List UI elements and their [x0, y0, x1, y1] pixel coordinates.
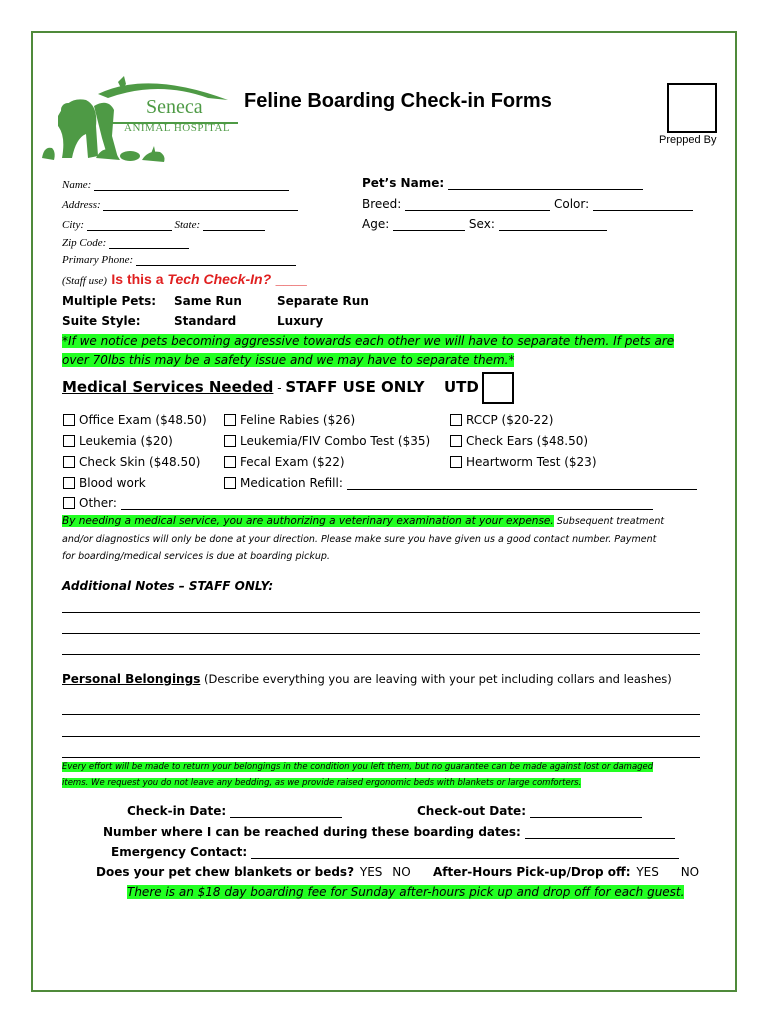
- service-heartworm[interactable]: Heartworm Test ($23): [450, 455, 597, 469]
- afterhours-no-option[interactable]: NO: [680, 865, 700, 879]
- suite-style-label: Suite Style:: [62, 314, 141, 328]
- pet-age-label: Age:: [362, 217, 390, 231]
- consent-line-2: and/or diagnostics will only be done at your direction. Please make sure you have given us a good contact number. Payment: [62, 534, 657, 545]
- emergency-contact-label: Emergency Contact:: [111, 845, 248, 859]
- page-title: Feline Boarding Check-in Forms: [244, 90, 552, 112]
- staff-use-label: (Staff use): [62, 275, 107, 287]
- consent-line-3: for boarding/medical services is due at boarding pickup.: [62, 551, 330, 562]
- fee-notice: There is an $18 day boarding fee for Sunday after-hours pick up and drop off for each guest.: [127, 885, 685, 899]
- utd-checkbox[interactable]: [482, 372, 514, 404]
- medical-heading-title: Medical Services Needed: [62, 378, 274, 396]
- contact-number-label: Number where I can be reached during these boarding dates:: [103, 825, 521, 839]
- checkbox[interactable]: [63, 435, 75, 447]
- service-feline-rabies[interactable]: Feline Rabies ($26): [224, 413, 355, 427]
- belongings-line[interactable]: [62, 736, 700, 737]
- belongings-heading: Personal Belongings (Describe everything you are leaving with your pet including collars and leashes): [62, 672, 672, 686]
- medical-heading: Medical Services Needed - STAFF USE ONLY: [62, 378, 425, 396]
- tech-checkin-field[interactable]: [62, 271, 307, 289]
- belongings-notice-line-1: Every effort will be made to return your belongings in the condition you left them, but no guarantee can be made against lost or damaged: [62, 762, 654, 772]
- checkin-date-field[interactable]: [127, 804, 342, 818]
- owner-name-field[interactable]: [62, 178, 289, 191]
- owner-name-label: Name:: [62, 179, 92, 191]
- afterhours-yes-option[interactable]: YES: [636, 865, 659, 879]
- emergency-contact-field[interactable]: [111, 845, 679, 859]
- pet-age-field[interactable]: [362, 217, 607, 231]
- pet-breed-field[interactable]: [362, 197, 693, 211]
- owner-state-label: State:: [174, 219, 201, 231]
- pet-color-label: Color:: [553, 197, 590, 211]
- checkbox[interactable]: [450, 435, 462, 447]
- owner-address-field[interactable]: [62, 198, 298, 211]
- checkbox[interactable]: [63, 414, 75, 426]
- owner-city-label: City:: [62, 219, 84, 231]
- service-fecal-exam[interactable]: Fecal Exam ($22): [224, 455, 345, 469]
- owner-phone-label: Primary Phone:: [62, 254, 134, 266]
- same-run-option[interactable]: Same Run: [174, 294, 242, 308]
- chew-no-option[interactable]: NO: [392, 865, 411, 879]
- pet-name-label: Pet’s Name:: [362, 176, 445, 190]
- standard-option[interactable]: Standard: [174, 314, 237, 328]
- checkout-date-field[interactable]: [417, 804, 642, 818]
- chew-yes-option[interactable]: YES: [359, 865, 383, 879]
- service-medication-refill[interactable]: Medication Refill:: [224, 476, 697, 490]
- pet-sex-label: Sex:: [468, 217, 495, 231]
- luxury-option[interactable]: Luxury: [277, 314, 324, 328]
- belongings-notice-line-2: items. We request you do not leave any bedding, as we provide raised ergonomic beds with blankets or large comforters.: [62, 778, 582, 788]
- checkout-date-label: Check-out Date:: [417, 804, 526, 818]
- service-leukemia[interactable]: Leukemia ($20): [63, 434, 173, 448]
- chew-question: Does your pet chew blankets or beds? YES NO: [96, 865, 411, 879]
- afterhours-question: After-Hours Pick-up/Drop off: YES NO: [433, 865, 700, 879]
- medical-staff-only: STAFF USE ONLY: [285, 378, 425, 396]
- separate-run-option[interactable]: Separate Run: [277, 294, 369, 308]
- logo-subtitle: ANIMAL HOSPITAL: [124, 122, 231, 134]
- hospital-logo: [38, 76, 248, 168]
- contact-number-field[interactable]: [103, 825, 675, 839]
- tech-checkin-question-em: Tech Check-In?: [167, 271, 272, 287]
- service-office-exam[interactable]: Office Exam ($48.50): [63, 413, 207, 427]
- checkbox[interactable]: [63, 456, 75, 468]
- pet-name-field[interactable]: [362, 176, 643, 190]
- prepped-by-label: Prepped By: [659, 134, 717, 146]
- checkbox[interactable]: [224, 477, 236, 489]
- logo-name: Seneca: [146, 96, 203, 118]
- owner-city-field[interactable]: [62, 218, 265, 231]
- owner-phone-field[interactable]: [62, 253, 296, 266]
- checkbox[interactable]: [450, 456, 462, 468]
- pet-breed-label: Breed:: [362, 197, 402, 211]
- checkbox[interactable]: [63, 477, 75, 489]
- tech-checkin-question: Is this a: [111, 271, 168, 287]
- service-check-skin[interactable]: Check Skin ($48.50): [63, 455, 200, 469]
- belongings-line[interactable]: [62, 714, 700, 715]
- service-other[interactable]: Other:: [63, 496, 653, 510]
- checkbox[interactable]: [224, 414, 236, 426]
- additional-notes-heading: Additional Notes – STAFF ONLY:: [62, 579, 274, 593]
- owner-zip-label: Zip Code:: [62, 237, 107, 249]
- aggressive-notice-line-1: *If we notice pets becoming aggressive towards each other we will have to separate them. If pets are: [62, 334, 675, 348]
- tech-checkin-blank: ____: [275, 271, 307, 287]
- checkbox[interactable]: [224, 456, 236, 468]
- aggressive-notice-line-2: over 70lbs this may be a safety issue and we may have to separate them.*: [62, 353, 515, 367]
- checkbox[interactable]: [450, 414, 462, 426]
- belongings-line[interactable]: [62, 757, 700, 758]
- service-rccp[interactable]: RCCP ($20-22): [450, 413, 553, 427]
- service-check-ears[interactable]: Check Ears ($48.50): [450, 434, 588, 448]
- checkbox[interactable]: [63, 497, 75, 509]
- owner-address-label: Address:: [62, 199, 101, 211]
- notes-line[interactable]: [62, 612, 700, 613]
- utd-label: UTD: [444, 378, 479, 396]
- prepped-by-box[interactable]: [667, 83, 717, 133]
- notes-line[interactable]: [62, 654, 700, 655]
- multiple-pets-label: Multiple Pets:: [62, 294, 157, 308]
- consent-line-1: By needing a medical service, you are authorizing a veterinary examination at your expense. Subsequent treatment: [62, 515, 665, 527]
- service-leukemia-fiv[interactable]: Leukemia/FIV Combo Test ($35): [224, 434, 430, 448]
- notes-line[interactable]: [62, 633, 700, 634]
- service-blood-work[interactable]: Blood work: [63, 476, 146, 490]
- checkbox[interactable]: [224, 435, 236, 447]
- owner-zip-field[interactable]: [62, 236, 189, 249]
- checkin-date-label: Check-in Date:: [127, 804, 227, 818]
